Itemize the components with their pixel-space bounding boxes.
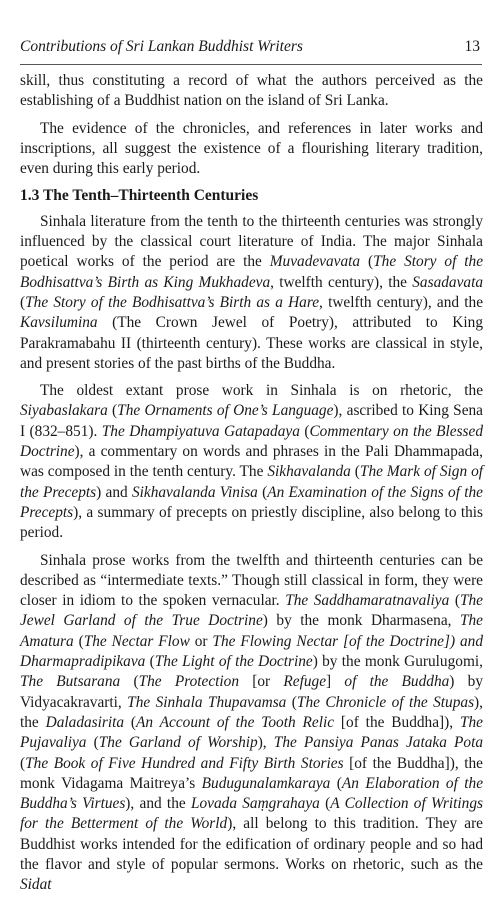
text-run: ( [330,774,342,792]
text-run: ( [350,463,360,481]
text-run: [or [239,673,284,691]
text-run: ( [286,693,297,711]
italic-title: Commentary on the Blessed Doctrine [20,422,483,461]
text-run: (The Crown Jewel of Poetry), attributed to King Parakramabahu II (thirteenth century). These works are classical in style, and present stories of the past births of the Buddha. [20,314,483,372]
text-run: ) and [96,483,132,501]
text-run: ), the [20,693,483,731]
italic-title: Daladasirita [45,713,125,731]
text-run: ), a summary of precepts on priestly discipline, also belong to this period. [20,503,483,542]
running-title: Contributions of Sri Lankan Buddhist Writers [20,38,303,55]
italic-title: Siyabaslakara [20,402,108,420]
italic-title: The Pujavaliya [20,713,483,752]
italic-title: The Nectar Flow [83,632,190,650]
text-run: ( [299,422,310,440]
italic-title: Lovada Saṃgrahaya [190,795,320,813]
paragraph-1 [20,71,483,112]
italic-title: The Garland of Worship [98,734,258,752]
text-run: ( [120,673,139,691]
text-run: ), a commentary on words and phrases in the Pali Dhammapada, was composed in the tenth century. The [20,443,483,481]
italic-title: The Mark of Sign of the Precepts [20,463,483,501]
italic-title: Budugunalamkaraya [201,774,331,792]
italic-title: The Story of the Bodhisattva’s Birth as King Mukhadeva [20,253,484,291]
paragraph-3 [20,212,483,374]
italic-title: A Collection of Writings for the Betterment of the World [20,795,483,833]
italic-title: Muvadevavata [269,253,361,271]
italic-title: Sikhavalanda [267,463,351,481]
text-run: ( [257,483,268,501]
italic-title: The Book of Five Hundred and Fifty Birth Stories [25,754,344,772]
text-run: ) by the monk Dharmasena, [262,612,460,630]
italic-title: Kavsilumina [20,314,98,332]
section-heading: 1.3 The Tenth–Thirteenth Centuries [20,187,259,205]
page-number: 13 [464,38,480,55]
text-run: ( [449,592,460,610]
italic-title: The Sinhala Thupavamsa [127,693,287,711]
text-run: , twelfth century), and the [319,293,483,311]
header-rule [20,64,482,65]
text-run: [of the Buddha]), the monk Vidagama Maitreya’s [20,754,483,792]
text-run: ), [257,734,274,752]
italic-title: An Account of the Tooth Relic [136,713,335,731]
text-run: ), all belong to this tradition. They are Buddhist works intended for the edification of ordinary people and so had the flavor and style of popular sermons. Works on rhetoric, such as the [20,815,483,873]
text-run: skill, thus constituting a record of what the authors perceived as the establishing of a Buddhist nation on the island of Sri Lanka. [20,72,483,110]
text-run: ), ascribed to King Sena I (832–851). [20,402,483,440]
italic-title: The Saddhamaratnavaliya [285,592,450,610]
text-run: ( [145,653,155,671]
text-run: Sinhala literature from the tenth to the thirteenth centuries was strongly influenced by the classical court literature of India. The major Sinhala poetical works of the period are the [20,212,483,271]
italic-title: The Butsarana [20,673,121,691]
italic-title: The Story of the Bodhisattva’s Birth as a Hare [25,293,320,311]
text-run: [of the Buddha]), [334,713,460,731]
italic-title: The Amatura [20,612,483,650]
text-run: ( [86,734,99,752]
text-run: The evidence of the chronicles, and references in later works and inscriptions, all suggest the existence of a flourishing literary tradition, even during this early period. [20,119,483,178]
italic-title: The Pansiya Panas Jataka Pota [273,734,483,752]
text-run: ( [20,754,26,772]
paragraph-4 [20,381,483,543]
text-run: ) by Vidyacakravarti, [20,673,483,711]
italic-title: The Flowing Nectar [of the Doctrine]) and Dharmapradipikava [20,632,483,671]
paragraph-5 [20,551,483,896]
italic-title: An Elaboration of the Buddha’s Virtues [20,774,484,813]
text-run: ( [319,795,331,813]
text-run: Sinhala prose works from the twelfth and thirteenth centuries can be described as “intermediate texts.” Though still classical in form, they were closer in idiom to the spoken vernacular. [20,551,483,610]
italic-title: Sasadavata [412,273,483,291]
paragraph-2 [20,119,483,180]
italic-title: The Protection [138,673,240,691]
text-run: ), and the [125,795,191,813]
text-run: ) by the monk Gurulugomi, [312,653,483,671]
italic-title: The Chronicle of the Stupas [296,693,475,711]
text-run: ( [124,713,137,731]
text-run: ( [360,253,374,271]
italic-title: Refuge [283,673,327,691]
italic-title: The Dhampiyatuva Gatapadaya [101,422,300,440]
text-run: ( [107,402,118,420]
italic-title: of the Buddha [344,673,450,691]
italic-title: Sidat [20,876,52,894]
text-run: or [189,632,213,650]
text-run: ( [73,632,84,650]
page-body [20,71,483,903]
text-run: The oldest extant prose work in Sinhala is on rhetoric, the [40,382,483,400]
running-header [20,38,482,58]
italic-title: Sikhavalanda Vinisa [131,483,258,501]
text-run: , twelfth century), the [270,273,413,291]
italic-title: The Jewel Garland of the True Doctrine [20,592,483,630]
italic-title: The Light of the Doctrine [154,653,313,671]
italic-title: An Examination of the Signs of the Precepts [20,483,483,521]
text-run: ( [20,293,26,311]
text-run: ] [326,673,345,691]
italic-title: The Ornaments of One’s Language [117,402,334,420]
